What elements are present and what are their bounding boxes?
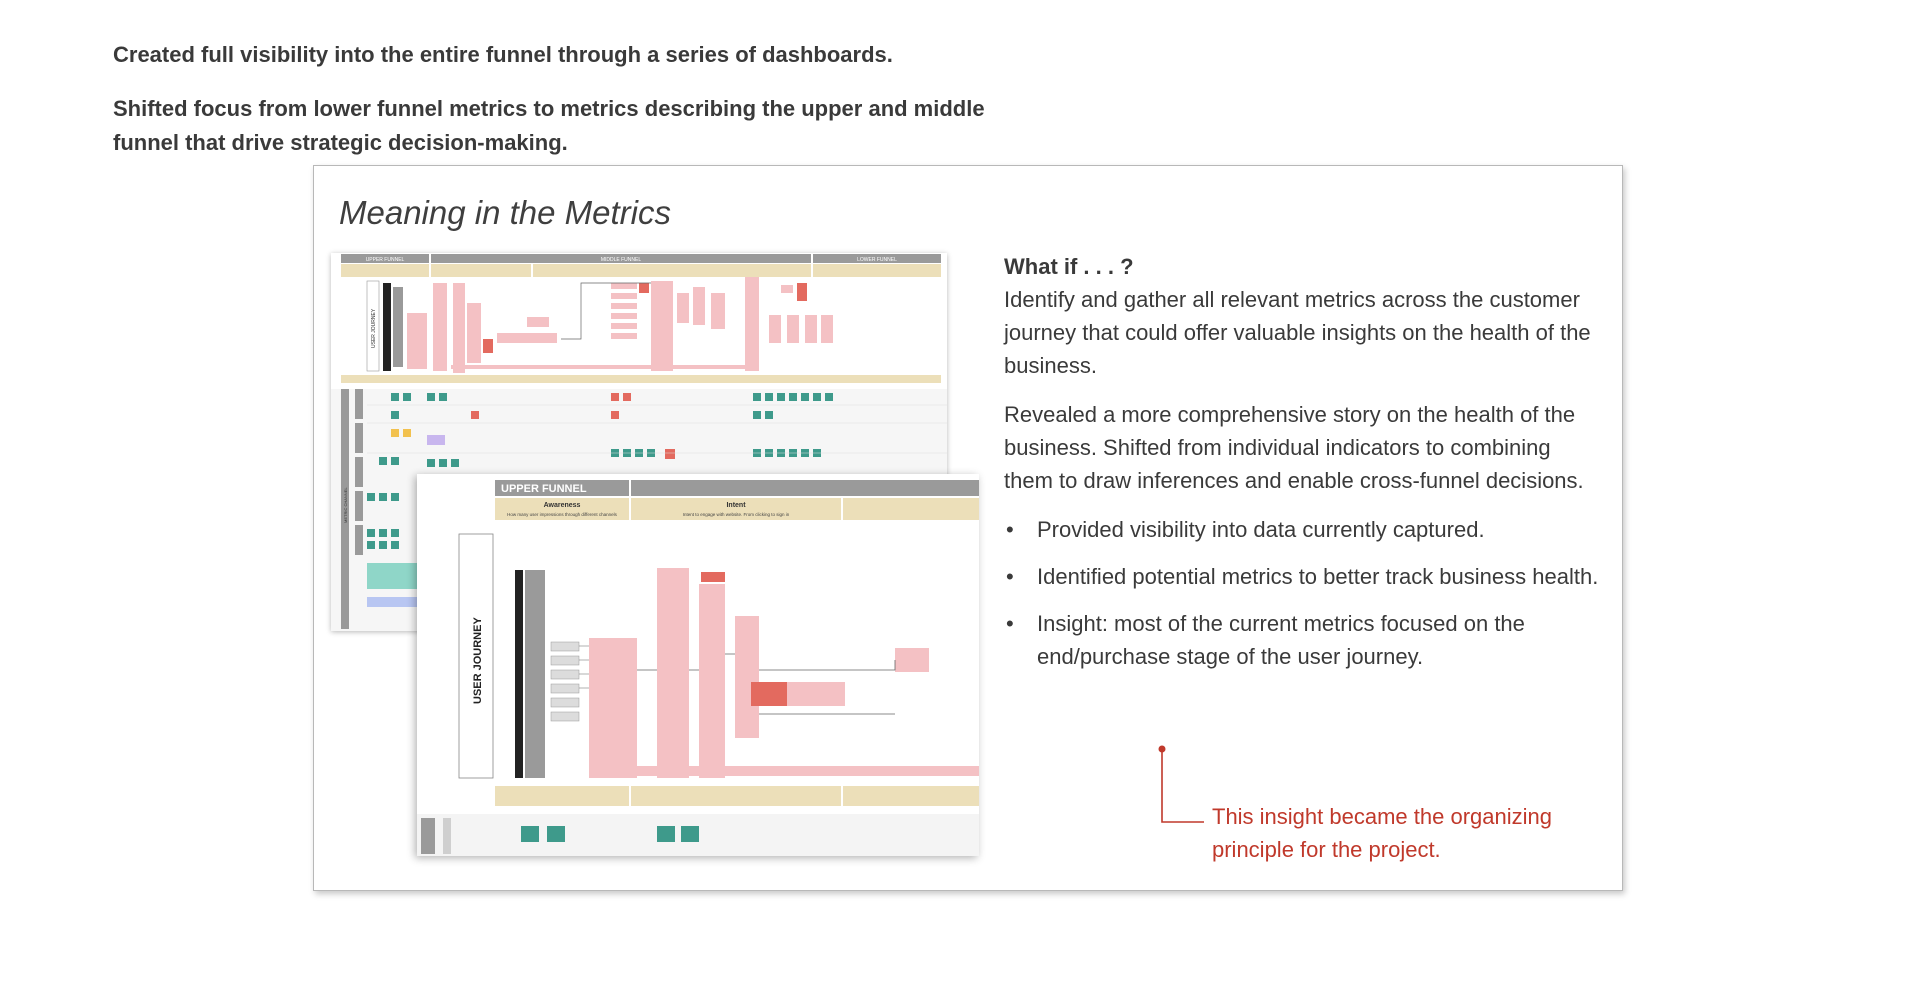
back-metric-label: METRIC CHANNEL [343, 487, 348, 523]
bullet-insight: • Insight: most of the current metrics focused on the end/purchase stage of the user journey. [1004, 607, 1604, 673]
intro-line-1: Created full visibility into the entire funnel through a series of dashboards. [113, 42, 893, 67]
front-stage-label: UPPER FUNNEL [501, 483, 587, 495]
front-awareness-label: Awareness [543, 502, 581, 509]
card-title: Meaning in the Metrics [339, 194, 671, 231]
intro-text [113, 38, 1013, 180]
insight-bullet-list [1004, 513, 1604, 673]
paragraph-revealed: Revealed a more comprehensive story on the health of the business. Shifted from individual indicators to combining them to draw inferences and enable cross-funnel decisions. [1004, 402, 1584, 493]
front-intent-desc: Intent to engage with website. From clicking to sign in [682, 512, 790, 517]
paragraph-identify: Identify and gather all relevant metrics across the customer journey that could offer valuable insights on the health of the business. [1004, 287, 1591, 378]
back-journey-label: USER JOURNEY [371, 308, 377, 348]
back-stage-lower: LOWER FUNNEL [857, 257, 897, 263]
bullet-potential-metrics: • Identified potential metrics to better track business health. [1004, 560, 1604, 593]
back-stage-middle: MIDDLE FUNNEL [600, 257, 642, 263]
back-stage-upper: UPPER FUNNEL [365, 257, 405, 263]
intro-line-2: Shifted focus from lower funnel metrics to metrics describing the upper and middle funnel that drive strategic decision-making. [113, 96, 985, 155]
metrics-card [313, 165, 1623, 891]
front-intent-label: Intent [726, 502, 746, 509]
what-if-heading: What if . . . ? [1004, 254, 1134, 279]
front-awareness-desc: How many user impressions through different channels [507, 512, 617, 517]
funnel-diagram-detail [417, 474, 979, 856]
bullet-visibility: • Provided visibility into data currently captured. [1004, 513, 1604, 546]
front-journey-label: USER JOURNEY [472, 617, 484, 704]
insight-callout: This insight became the organizing principle for the project. [1212, 804, 1552, 862]
insight-text [1004, 250, 1604, 687]
